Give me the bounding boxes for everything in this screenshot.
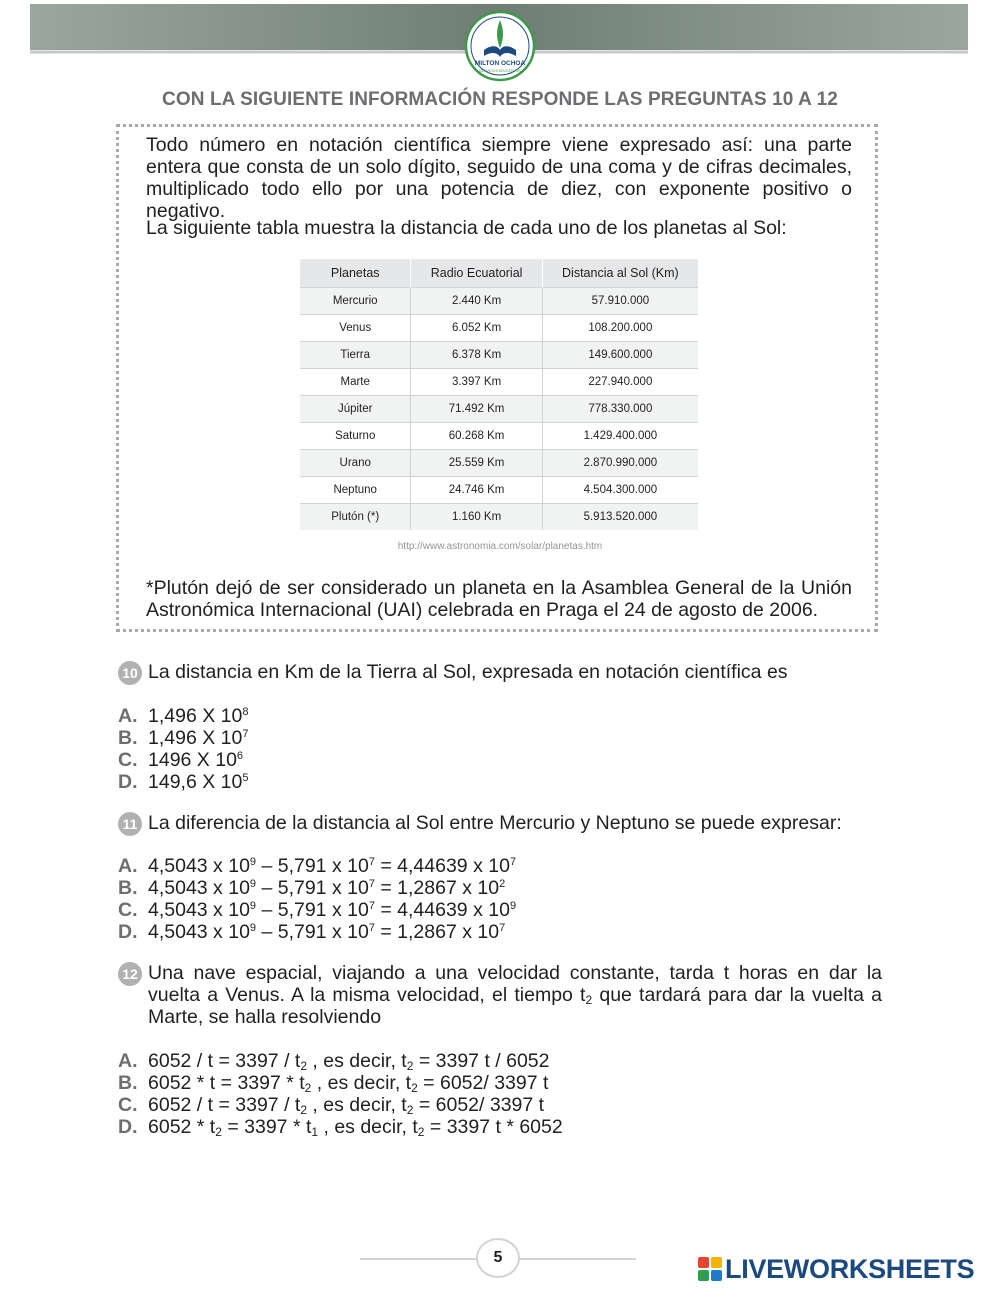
table-row (300, 315, 698, 342)
info-paragraph-2: La siguiente tabla muestra la distancia de cada uno de los planetas al Sol: (146, 217, 787, 239)
option-letter: D. (118, 921, 138, 943)
question-11 (118, 812, 884, 836)
table-cell: Venus (300, 315, 411, 342)
option-text: 6052 / t = 3397 / t (148, 1094, 301, 1116)
table-cell: Urano (300, 450, 411, 477)
option-text: = 6052/ 3397 t (413, 1094, 545, 1116)
option-result: = 1,2867 x 10 (374, 921, 500, 943)
info-paragraph-1: Todo número en notación científica siempre viene expresado así: una parte entera que consta de un solo dígito, seguido de una coma y de cifras decimales, multiplicado todo ello por una potencia de diez, con exponente positivo o negativo. (146, 134, 852, 222)
option-letter: A. (118, 705, 138, 727)
option-b[interactable] (118, 727, 248, 749)
option-letter: B. (118, 1072, 138, 1094)
option-text: = 3397 * t (221, 1116, 312, 1138)
option-mid-term: – 5,791 x 10 (256, 899, 369, 921)
option-exponent: 8 (242, 706, 249, 718)
option-d[interactable] (118, 771, 248, 793)
option-subscript: 2 (411, 1081, 418, 1095)
option-left-term: 4,5043 x 10 (148, 899, 250, 921)
option-exponent: 9 (249, 878, 257, 890)
option-subscript: 2 (215, 1125, 222, 1139)
option-b[interactable] (118, 877, 516, 899)
option-exponent: 2 (499, 878, 506, 890)
question-10 (118, 661, 884, 685)
option-a[interactable] (118, 1050, 563, 1072)
question-subscript: 2 (585, 993, 593, 1007)
question-text (148, 962, 882, 1028)
option-mid-term: – 5,791 x 10 (256, 877, 369, 899)
table-source-url: http://www.astronomia.com/solar/planetas.htm (397, 541, 603, 552)
option-d[interactable] (118, 1116, 563, 1138)
option-c[interactable] (118, 749, 248, 771)
option-exponent: 7 (509, 856, 517, 868)
table-row (300, 342, 698, 369)
table-cell: Saturno (300, 423, 411, 450)
table-row (300, 396, 698, 423)
table-cell: 778.330.000 (542, 396, 698, 423)
footer-line-left (360, 1258, 476, 1260)
option-exponent: 5 (242, 772, 249, 784)
liveworksheets-logo-icon (698, 1257, 722, 1281)
table-cell: 6.378 Km (411, 342, 542, 369)
question-10-options (118, 705, 248, 793)
logo-top-text: MILTON OCHOA (474, 60, 526, 67)
table-cell: 1.429.400.000 (542, 423, 698, 450)
table-cell: Marte (300, 369, 411, 396)
pluto-note: *Plutón dejó de ser considerado un planeta en la Asamblea General de la Unión Astronómica Internacional (UAI) celebrada en Praga el 24 de agosto de 2006. (146, 577, 852, 621)
option-letter: D. (118, 771, 138, 793)
table-cell: Neptuno (300, 477, 411, 504)
table-cell: 60.268 Km (411, 423, 542, 450)
table-cell: 1.160 Km (411, 504, 542, 531)
option-text: , es decir, t (311, 1072, 412, 1094)
option-text: = 6052/ 3397 t (417, 1072, 549, 1094)
table-cell: 2.440 Km (411, 288, 542, 315)
question-12 (118, 962, 884, 1030)
option-result: = 4,44639 x 10 (374, 899, 510, 921)
question-text-part-a: Una nave espacial, viajando a una velocidad constante, tarda t horas en dar la vuelta a Venus. A la misma velocidad, el tiempo t (148, 962, 882, 1006)
table-cell: 3.397 Km (411, 369, 542, 396)
question-text: La distancia en Km de la Tierra al Sol, expresada en notación científica es (148, 661, 788, 683)
option-c[interactable] (118, 899, 516, 921)
option-exponent: 9 (509, 900, 517, 912)
option-b[interactable] (118, 1072, 563, 1094)
option-subscript: 2 (417, 1125, 425, 1139)
instruction-heading: CON LA SIGUIENTE INFORMACIÓN RESPONDE LAS PREGUNTAS 10 A 12 (162, 89, 838, 110)
table-cell: 4.504.300.000 (542, 477, 698, 504)
question-text: La diferencia de la distancia al Sol entre Mercurio y Neptuno se puede expresar: (148, 812, 842, 834)
logo-bottom-text: SERVICIOS EDUCATIVOS (479, 69, 521, 73)
option-subscript: 2 (300, 1103, 308, 1117)
table-header-cell: Planetas (300, 259, 411, 288)
option-left-term: 4,5043 x 10 (148, 921, 250, 943)
option-text: 1,496 X 10 (148, 727, 243, 749)
option-exponent: 7 (368, 922, 375, 934)
option-text: , es decir, t (307, 1094, 407, 1116)
option-exponent: 7 (242, 728, 249, 740)
table-row (300, 423, 698, 450)
table-cell: 71.492 Km (411, 396, 542, 423)
option-text: 1496 X 10 (148, 749, 237, 771)
school-logo-icon (464, 10, 536, 82)
table-header-cell: Radio Ecuatorial (411, 259, 542, 288)
option-letter: C. (118, 1094, 138, 1116)
question-11-options (118, 855, 516, 943)
option-exponent: 9 (249, 900, 257, 912)
option-exponent: 7 (368, 878, 375, 890)
option-letter: C. (118, 749, 138, 771)
option-a[interactable] (118, 705, 248, 727)
option-letter: A. (118, 1050, 138, 1072)
option-exponent: 7 (499, 922, 506, 934)
option-text: 6052 * t (148, 1116, 216, 1138)
table-row (300, 369, 698, 396)
option-mid-term: – 5,791 x 10 (256, 921, 369, 943)
table-row (300, 450, 698, 477)
option-exponent: 7 (368, 856, 375, 868)
option-d[interactable] (118, 921, 516, 943)
question-number-badge: 12 (118, 962, 142, 986)
option-subscript: 2 (300, 1059, 308, 1073)
option-text: 1,496 X 10 (148, 705, 243, 727)
option-letter: B. (118, 877, 138, 899)
question-number-badge: 10 (118, 661, 142, 685)
table-cell: Júpiter (300, 396, 411, 423)
table-row (300, 477, 698, 504)
option-result: = 1,2867 x 10 (374, 877, 500, 899)
option-text: , es decir, t (307, 1050, 407, 1072)
option-mid-term: – 5,791 x 10 (256, 855, 369, 877)
table-row (300, 288, 698, 315)
brand-text: LIVEWORKSHEETS (725, 1254, 975, 1284)
option-letter: B. (118, 727, 138, 749)
question-number-badge: 11 (118, 812, 142, 836)
table-cell: 149.600.000 (542, 342, 698, 369)
option-letter: D. (118, 1116, 138, 1138)
option-text: , es decir, t (318, 1116, 418, 1138)
option-subscript: 1 (311, 1125, 319, 1139)
option-subscript: 2 (304, 1081, 312, 1095)
option-subscript: 2 (406, 1059, 414, 1073)
table-cell: 24.746 Km (411, 477, 542, 504)
table-header-row (300, 259, 698, 288)
option-letter: A. (118, 855, 138, 877)
footer-line-right (520, 1258, 636, 1260)
table-header-cell: Distancia al Sol (Km) (542, 259, 698, 288)
option-letter: C. (118, 899, 138, 921)
table-cell: 5.913.520.000 (542, 504, 698, 531)
table-cell: 108.200.000 (542, 315, 698, 342)
table-cell: 57.910.000 (542, 288, 698, 315)
option-exponent: 9 (249, 856, 257, 868)
question-12-options (118, 1050, 563, 1138)
table-cell: 2.870.990.000 (542, 450, 698, 477)
option-exponent: 7 (368, 900, 375, 912)
option-text: = 3397 t / 6052 (413, 1050, 550, 1072)
page-number: 5 (476, 1238, 520, 1278)
table-cell: 25.559 Km (411, 450, 542, 477)
option-text: 6052 / t = 3397 / t (148, 1050, 301, 1072)
option-left-term: 4,5043 x 10 (148, 877, 250, 899)
question-text-part-b: que tardará para dar la vuelta a Marte, se halla resolviendo (148, 984, 882, 1028)
option-text: = 3397 t * 6052 (424, 1116, 563, 1138)
option-exponent: 9 (249, 922, 257, 934)
table-cell: Tierra (300, 342, 411, 369)
option-a[interactable] (118, 855, 516, 877)
table-cell: Plutón (*) (300, 504, 411, 531)
table-cell: 227.940.000 (542, 369, 698, 396)
table-row (300, 504, 698, 531)
option-result: = 4,44639 x 10 (374, 855, 510, 877)
option-left-term: 4,5043 x 10 (148, 855, 250, 877)
table-cell: 6.052 Km (411, 315, 542, 342)
option-text: 6052 * t = 3397 * t (148, 1072, 305, 1094)
option-c[interactable] (118, 1094, 563, 1116)
option-subscript: 2 (406, 1103, 414, 1117)
option-exponent: 6 (236, 750, 244, 762)
planets-table (300, 259, 698, 530)
table-cell: Mercurio (300, 288, 411, 315)
option-text: 149,6 X 10 (148, 771, 243, 793)
